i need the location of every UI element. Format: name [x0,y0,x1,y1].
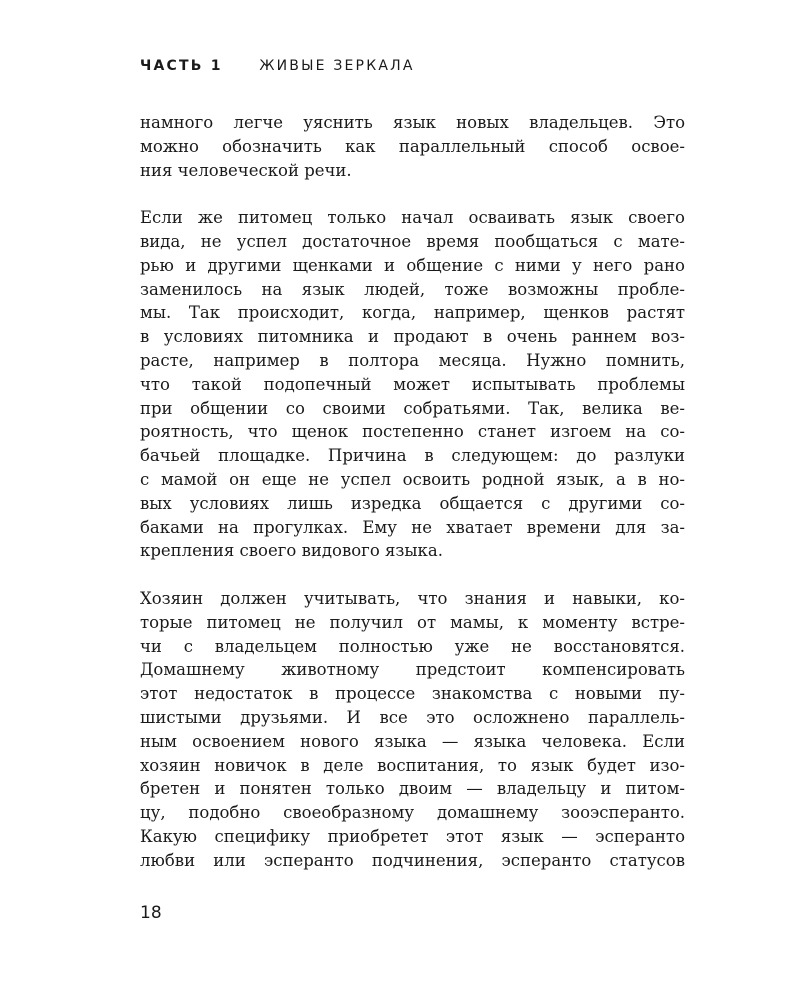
text-line: крепления своего видового языка. [140,541,443,561]
text-line: бачьей площадке. Причина в следующем: до разлуки [140,446,685,466]
text-line: цу, подобно своеобразному домашнему зооэсперанто. [140,803,685,823]
text-line: в условиях питомника и продают в очень раннем воз- [140,327,685,347]
text-line: этот недостаток в процессе знакомства с новыми пу- [140,684,685,704]
chapter-title: ЖИВЫЕ ЗЕРКАЛА [259,58,415,74]
text-line: при общении со своими собратьями. Так, велика ве- [140,398,685,418]
text-line: любви или эсперанто подчинения, эсперанто статусов [140,850,685,870]
text-line: намного легче уяснить язык новых владельцев. Это [140,113,685,132]
text-line: Какую специфику приобретет этот язык — эсперанто [140,826,685,846]
page-number: 18 [140,903,162,923]
text-line: баками на прогулках. Ему не хватает времени для за- [140,517,685,537]
paragraph [140,111,685,182]
text-line: бретен и понятен только двоим — владельцу и питом- [140,779,685,799]
text-line: ным освоением нового языка — языка человека. Если [140,731,685,751]
text-line: роятность, что щенок постепенно станет изгоем на со- [140,422,685,442]
text-line: хозяин новичок в деле воспитания, то язык будет изо- [140,755,685,775]
text-line: Если же питомец только начал осваивать язык своего [140,208,685,228]
text-line: вида, не успел достаточное время пообщаться с мате- [140,231,685,251]
text-line: Хозяин должен учитывать, что знания и навыки, ко- [140,588,685,608]
text-line: шистыми друзьями. И все это осложнено параллель- [140,707,685,727]
part-label: ЧАСТЬ 1 [140,58,223,74]
body-text [140,111,685,873]
text-line: рью и другими щенками и общение с ними у него рано [140,255,685,275]
text-line: заменилось на язык людей, тоже возможны пробле- [140,279,685,299]
text-line: ния человеческой речи. [140,160,352,180]
paragraph [140,206,685,563]
paragraph [140,587,685,873]
text-line: с мамой он еще не успел освоить родной язык, а в но- [140,469,685,489]
text-line: расте, например в полтора месяца. Нужно помнить, [140,350,685,370]
text-line: мы. Так происходит, когда, например, щенков растят [140,303,685,323]
text-line: вых условиях лишь изредка общается с другими со- [140,493,685,513]
text-line: что такой подопечный может испытывать проблемы [140,374,685,394]
text-line: Домашнему животному предстоит компенсировать [140,660,685,680]
text-line: можно обозначить как параллельный способ освое- [140,136,685,156]
running-head [140,58,415,74]
text-line: торые питомец не получил от мамы, к моменту встре- [140,612,685,632]
text-line: чи с владельцем полностью уже не восстановятся. [140,636,685,656]
